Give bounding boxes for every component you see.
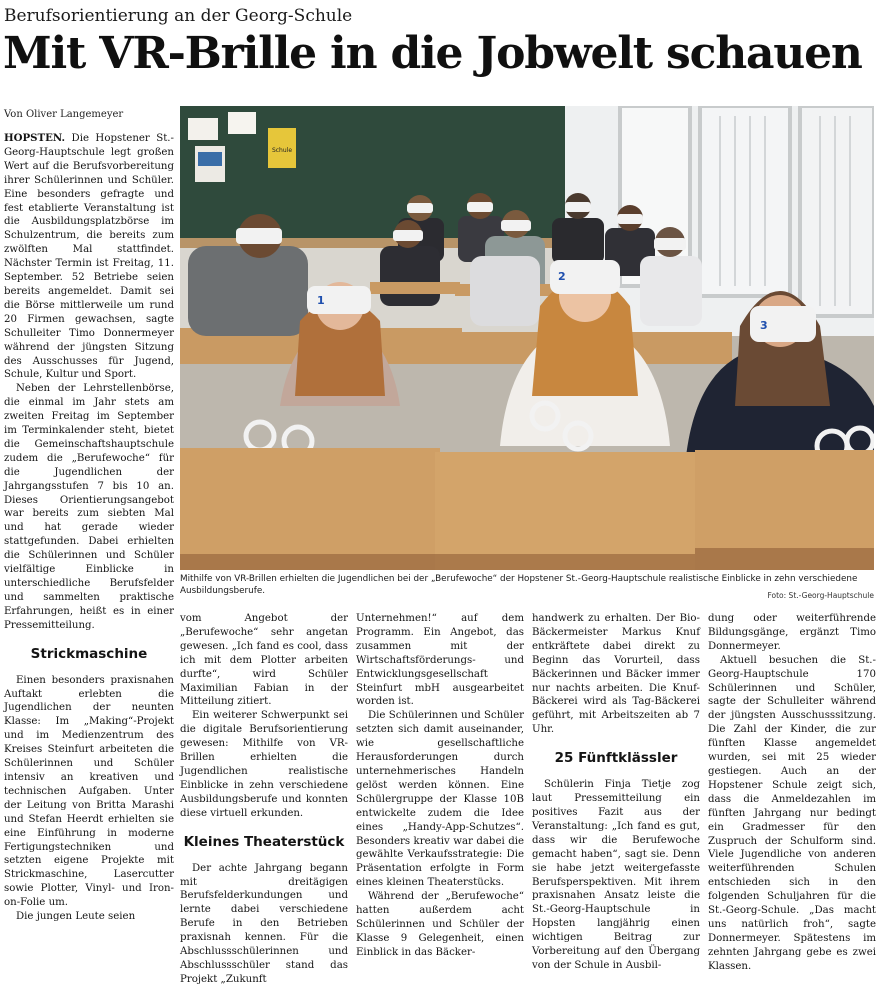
- paragraph-intro: HOPSTEN. Die Hopstener St.-Georg-Hauptschule legt großen Wert auf die Berufsvorbereitung ihrer Schülerinnen und Schüler. Eine besonders gefragte und fest etablierte Veranstaltung ist die Ausbildungsplatzbörse im Schulzentrum, die bereits zum zwölften Mal stattfindet. Nächster Termin ist Freitag, 11. September. 52 Betriebe seien bereits angemeldet. Damit sei die Börse mittlerweile um rund 20 Firmen gewachsen, sagte Schulleiter Timo Donnermeyer während der jüngsten Sitzung des Ausschusses für Jugend, Schule, Kultur und Sport.: [4, 132, 174, 381]
- subheading-theaterstueck: Kleines Theaterstück: [183, 833, 345, 850]
- desk: [695, 450, 874, 554]
- svg-text:3: 3: [760, 319, 768, 332]
- paragraph: Der achte Jahrgang begann mit dreitägigen Berufsfelderkundungen und lernte dabei verschiedene Berufe in den Betrieben praxisnah kennen. Für die Abschlussschülerinnen und Abschlussschüler stand das Projekt „Zukunft: [180, 862, 348, 985]
- text-column-1: [4, 132, 174, 924]
- svg-text:1: 1: [317, 294, 325, 307]
- dateline: HOPSTEN.: [4, 132, 66, 144]
- photo-credit: Foto: St.-Georg-Hauptschule: [767, 591, 874, 600]
- paragraph: Während der „Berufewoche“ hatten außerdem acht Schülerinnen und Schüler der Klasse 9 Gelegenheit, einen Einblick in das Bäcker-: [356, 891, 524, 958]
- paragraph: Einen besonders praxisnahen Auftakt erlebten die Jugendlichen der neunten Klasse: Im „Making“-Projekt und im Medienzentrum des Kreises Steinfurt arbeiteten die Schülerinnen und Schüler intensiv an kreativen und technischen Aufgaben. Unter der Leitung von Britta Marashi und Stefan Heerdt erhielten sie eine Einführung in moderne Fertigungstechniken und setzten eigene Projekte mit Strickmaschine, Lasercutter sowie Plotter, Vinyl- und Iron-on-Folie um.: [4, 674, 174, 909]
- article-headline: Mit VR-Brille in die Jobwelt schauen: [3, 28, 862, 79]
- text-column-2: [180, 612, 348, 987]
- article-photo: [180, 106, 874, 570]
- paragraph: Schülerin Finja Tietje zog laut Pressemitteilung ein positives Fazit aus der Veranstaltung: „Ich fand es gut, dass wir die Berufewoche gemacht haben“, sagt sie. Denn sie habe jetzt weitergefasste Berufsperspektiven. Mit ihrem praxisnahen Ansatz leiste die St.-Georg-Hauptschule in Hopsten langjährig einen wichtigen Beitrag zur Vorbereitung auf den Übergang von der Schule in Ausbil-: [532, 779, 700, 971]
- paragraph: Aktuell besuchen die St.-Georg-Hauptschule 170 Schülerinnen und Schüler, sagte der Schulleiter während der jüngsten Ausschusssitzung. Die Zahl der Kinder, die zur fünften Klasse angemeldet wurden, sei mit 25 wieder gestiegen. Auch an der Hopstener Schule zeigt sich, dass die Anmeldezahlen im fünften Jahrgang nur bedingt ein Gradmesser für den Zuspruch der Schulform sind. Viele Jugendliche von anderen weiterführenden Schulen entschieden sich in den folgenden Schuljahren für die St.-Georg-Schule. „Das macht uns natürlich froh“, sagte Donnermeyer. Spätestens im zehnten Jahrgang gebe es zwei Klassen.: [708, 654, 876, 972]
- text-column-3: [356, 612, 524, 960]
- paragraph: Die Schülerinnen und Schüler setzten sich damit auseinander, wie gesellschaftliche Herausforderungen durch unternehmerisches Handeln gelöst werden können. Eine Schülergruppe der Klasse 10B entwickelte zudem die Idee eines „Handy-App-Schutzes“. Besonders kreativ war dabei die gewählte Verkaufsstrategie: Die Präsentation erfolgte in Form eines kleinen Theaterstücks.: [356, 710, 524, 889]
- subheading-fuenftklaessler: 25 Fünftklässler: [554, 750, 678, 767]
- svg-text:2: 2: [558, 270, 566, 283]
- paragraph: vom Angebot der „Berufewoche“ sehr angetan gewesen. „Ich fand es cool, dass ich mit dem Plotter arbeiten durfte“, wird Schüler Maximilian Fabian in der Mitteilung zitiert.: [180, 613, 348, 708]
- photo-caption: Mithilfe von VR-Brillen erhielten die Jugendlichen bei der „Berufewoche“ der Hopstener St.-Georg-Hauptschule realistische Einblicke in zehn verschiedene Ausbildungsberufe.: [180, 574, 858, 596]
- article-kicker: Berufsorientierung an der Georg-Schule: [4, 6, 353, 26]
- paragraph: Die jungen Leute seien: [16, 911, 136, 923]
- paragraph: Ein weiterer Schwerpunkt sei die digitale Berufsorientierung gewesen: Mithilfe von VR-Brillen erhielten die Jugendlichen realistische Einblicke in zehn verschiedene Ausbildungsberufe und konnten diese virtuell erkunden.: [180, 710, 348, 819]
- paragraph: Unternehmen!“ auf dem Programm. Ein Angebot, das zusammen mit der Wirtschaftsförderungs- und Entwicklungsgesellschaft Steinfurt mbH ausgearbeitet worden ist.: [356, 613, 524, 708]
- svg-text:Schule: Schule: [271, 147, 293, 154]
- subheading-strickmaschine: Strickmaschine: [30, 645, 148, 662]
- paragraph: dung oder weiterführende Bildungsgänge, ergänzt Timo Donnermeyer.: [708, 613, 876, 652]
- text-column-4: [532, 612, 700, 973]
- article-byline: Von Oliver Langemeyer: [4, 109, 124, 120]
- paragraph: handwerk zu erhalten. Der Bio-Bäckermeister Markus Knuf entkräftete dabei direkt zu Beginn das Vorurteil, dass Bäckerinnen und Bäcker immer nur nachts arbeiten. Die Knuf-Bäckerei wird als Tag-Bäckerei geführt, mit Arbeitszeiten ab 7 Uhr.: [532, 613, 700, 736]
- paragraph: Neben der Lehrstellenbörse, die einmal im Jahr stets am zweiten Freitag im September im Terminkalender steht, bietet die Gemeinschaftshauptschule zudem die „Berufewoche“ für die Jugendlichen der Jahrgangsstufen 7 bis 10 an. Dieses Orientierungsangebot war bereits zum siebten Mal und hat gerade wieder stattgefunden. Dabei erhielten die Schülerinnen und Schüler vielfältige Einblicke in unterschiedliche Berufsfelder und sammelten praktische Erfahrungen, heißt es in einer Pressemitteilung.: [4, 383, 174, 631]
- classroom-vr-photo: [180, 106, 874, 570]
- desk: [180, 448, 440, 560]
- text-column-5: [708, 612, 876, 974]
